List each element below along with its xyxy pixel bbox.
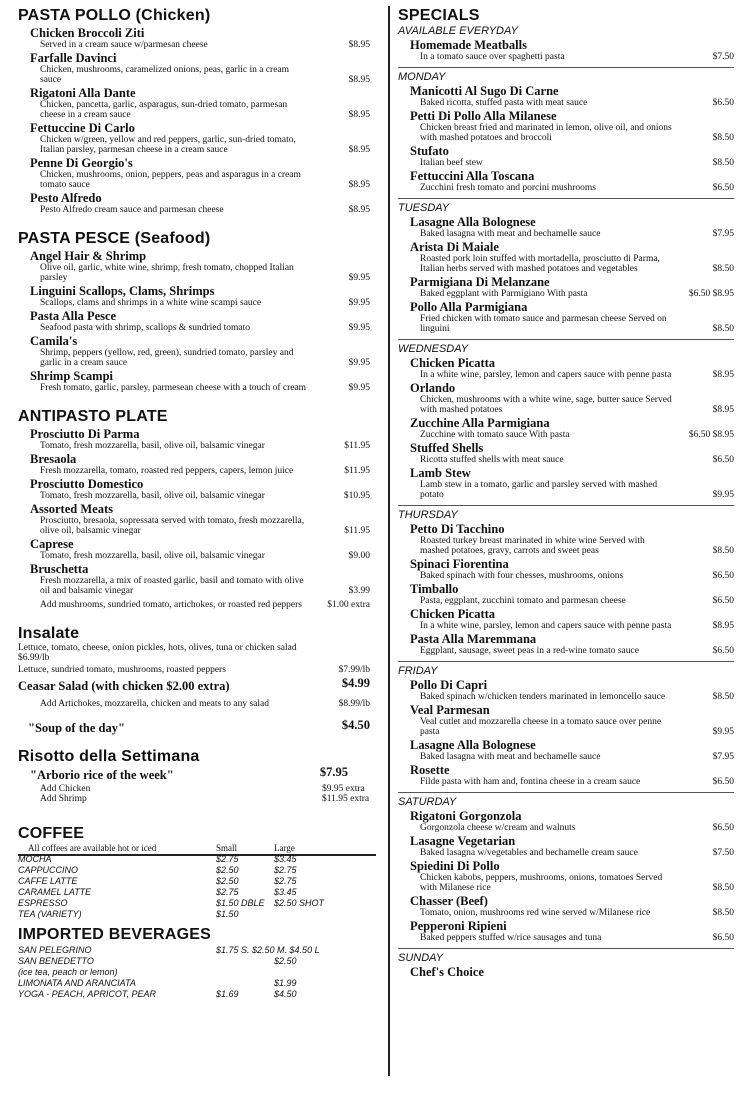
item-name: Angel Hair & Shrimp xyxy=(30,249,147,263)
item-description: Fresh mozzarella, a mix of roasted garlic, basil and tomato with olive oil and balsamic vinegar xyxy=(40,576,304,596)
menu-item xyxy=(410,467,734,500)
item-name: Pesto Alfredo xyxy=(30,191,102,205)
item-name: Pasta Alla Maremmana xyxy=(410,632,537,646)
item-description: Baked lasagna with meat and bechamelle sauce xyxy=(420,752,601,762)
menu-item xyxy=(30,87,370,120)
beverage-price-small: $1.69 xyxy=(216,989,239,999)
menu-item xyxy=(410,442,734,465)
item-description: Chicken, pancetta, garlic, asparagus, sun-dried tomato, parmesan cheese in a cream sauce xyxy=(40,100,288,120)
item-name: Lasagne Vegetarian xyxy=(410,834,516,848)
pasta-pollo-title: PASTA POLLO (Chicken) xyxy=(18,7,211,24)
beverage-name: CARAMEL LATTE xyxy=(18,887,92,897)
menu-item xyxy=(410,39,734,62)
menu-item xyxy=(410,85,734,108)
insalate-line2 xyxy=(18,665,370,675)
item-price: $11.95 xyxy=(344,526,370,536)
item-price: $8.50 xyxy=(712,324,734,334)
menu-item xyxy=(410,920,734,943)
antipasto-addon-price: $1.00 extra xyxy=(327,600,370,610)
item-name: Spiedini Di Pollo xyxy=(410,859,500,873)
beverage-row xyxy=(18,898,370,908)
item-description: Filde pasta with ham and, fontina cheese in a cream sauce xyxy=(420,777,641,787)
item-name: Chasser (Beef) xyxy=(410,894,488,908)
item-description: Lamb stew in a tomato, garlic and parsley served with mashed potato xyxy=(420,480,658,500)
day-items xyxy=(398,679,734,787)
beverage-price-small: $2.75 xyxy=(216,854,239,864)
beverage-price-small: $2.50 xyxy=(216,865,239,875)
beverages-title: IMPORTED BEVERAGES xyxy=(18,926,211,943)
menu-item xyxy=(410,704,734,737)
beverage-name: SAN PELEGRINO xyxy=(18,945,92,955)
item-name: Fettuccine Di Carlo xyxy=(30,121,135,135)
item-price: $8.95 xyxy=(712,370,734,380)
menu-item xyxy=(410,860,734,893)
item-name: Petto Di Tacchino xyxy=(410,522,505,536)
item-price: $9.95 xyxy=(348,323,370,333)
menu-item xyxy=(410,523,734,556)
item-price: $7.50 xyxy=(712,52,734,62)
menu-item xyxy=(410,170,734,193)
risotto-name: "Arborio rice of the week" xyxy=(30,768,174,782)
item-price: $6.50 xyxy=(712,98,734,108)
item-price: $9.95 xyxy=(712,490,734,500)
menu-item xyxy=(410,276,734,299)
beverage-row xyxy=(18,909,370,919)
menu-item xyxy=(410,241,734,274)
column-divider xyxy=(388,6,390,1076)
item-price: $6.50 xyxy=(712,183,734,193)
insalate-line1 xyxy=(18,643,318,663)
item-description: Tomato, onion, mushrooms red wine served w/Milanese rice xyxy=(420,908,651,918)
item-name: Penne Di Georgio's xyxy=(30,156,133,170)
menu-item xyxy=(410,558,734,581)
item-description: Baked ricotta, stuffed pasta with meat sauce xyxy=(420,98,588,108)
item-name: Petti Di Pollo Alla Milanese xyxy=(410,109,557,123)
menu-item xyxy=(410,810,734,833)
item-name: Veal Parmesan xyxy=(410,703,490,717)
item-description: Fresh mozzarella, tomato, roasted red peppers, capers, lemon juice xyxy=(40,466,294,476)
item-description: In a white wine, parsley, lemon and capers sauce with penne pasta xyxy=(420,370,672,380)
day-label: TUESDAY xyxy=(398,198,734,214)
pasta-pollo-list xyxy=(18,27,370,215)
item-description: Eggplant, sausage, sweet peas in a red-wine tomato sauce xyxy=(420,646,639,656)
beverage-name: ESPRESSO xyxy=(18,898,68,908)
menu-item xyxy=(30,157,370,190)
menu-item xyxy=(410,145,734,168)
item-description: Fried chicken with tomato sauce and parmesan cheese Served on linguini xyxy=(420,314,667,334)
menu-item xyxy=(30,285,370,308)
beverage-row xyxy=(18,854,370,864)
item-name: Lasagne Alla Bolognese xyxy=(410,215,536,229)
item-price: $6.50 xyxy=(712,571,734,581)
item-price: $7.95 xyxy=(712,752,734,762)
item-description: Fresh tomato, garlic, parsley, parmesean cheese with a touch of cream xyxy=(40,383,307,393)
item-description: Chicken w/green, yellow and red peppers, garlic, sun-dried tomato, Italian parsley, parmesan cheese in a cream sauce xyxy=(40,135,296,155)
item-price: $8.50 xyxy=(712,264,734,274)
item-price: $3.99 xyxy=(348,586,370,596)
beverage-row xyxy=(18,978,370,988)
item-name: Manicotti Al Sugo Di Carne xyxy=(410,84,559,98)
item-price: $6.50 xyxy=(712,933,734,943)
menu-item xyxy=(410,835,734,858)
item-price: $8.95 xyxy=(348,75,370,85)
insalate-add xyxy=(40,699,370,709)
item-price: $7.95 xyxy=(712,229,734,239)
beverage-row xyxy=(18,887,370,897)
beverage-price-large: $2.50 xyxy=(274,956,297,966)
beverages-list xyxy=(18,945,370,999)
item-description: Zucchini fresh tomato and porcini mushrooms xyxy=(420,183,596,193)
item-description: Olive oil, garlic, white wine, shrimp, fresh tomato, chopped Italian parsley xyxy=(40,263,294,283)
item-price: $11.95 xyxy=(344,466,370,476)
menu-item xyxy=(30,503,370,536)
day-label: AVAILABLE EVERYDAY xyxy=(398,25,518,37)
menu-item xyxy=(30,52,370,85)
item-price: $9.95 xyxy=(712,727,734,737)
beverage-name: CAPPUCCINO xyxy=(18,865,79,875)
item-name: Bresaola xyxy=(30,452,77,466)
item-price: $6.50 xyxy=(712,596,734,606)
item-price: $8.95 xyxy=(712,621,734,631)
item-name: Lasagne Alla Bolognese xyxy=(410,738,536,752)
item-name: Rigatoni Gorgonzola xyxy=(410,809,522,823)
risotto-add2-price: $11.95 extra xyxy=(322,794,370,804)
menu-item xyxy=(30,335,370,368)
menu-item xyxy=(410,382,734,415)
item-description: Ricotta stuffed shells with meat sauce xyxy=(420,455,564,465)
beverage-price-large: $2.75 xyxy=(274,876,297,886)
risotto-add-chicken xyxy=(40,784,370,794)
menu-item xyxy=(410,608,734,631)
beverage-row xyxy=(18,989,370,999)
item-description: Veal cutlet and mozzarella cheese in a tomato sauce over penne pasta xyxy=(420,717,662,737)
item-description: Gorgonzola cheese w/cream and walnuts xyxy=(420,823,576,833)
item-name: Chef's Choice xyxy=(410,965,484,979)
menu-item xyxy=(30,563,370,596)
item-price: $6.50 xyxy=(712,455,734,465)
beverage-price-large: $4.50 xyxy=(274,989,297,999)
soup-price: $4.50 xyxy=(341,718,370,732)
item-price: $8.50 xyxy=(712,158,734,168)
item-description: Pasta, eggplant, zucchini tomato and parmesan cheese xyxy=(420,596,626,606)
insalate-line1-text: Lettuce, tomato, cheese, onion pickles, hots, olives, tuna or chicken salad xyxy=(18,643,297,653)
beverage-price-small: $1.75 S. $2.50 M. $4.50 L xyxy=(216,945,320,955)
item-name: Zucchine Alla Parmigiana xyxy=(410,416,550,430)
item-price: $9.00 xyxy=(348,551,370,561)
item-description: In a white wine, parsley, lemon and capers sauce with penne pasta xyxy=(420,621,672,631)
item-description: Zucchine with tomato sauce With pasta xyxy=(420,430,570,440)
soup-name: "Soup of the day" xyxy=(28,721,125,735)
day-label: SUNDAY xyxy=(398,948,734,964)
pasta-pesce-list xyxy=(18,250,370,393)
item-price: $9.95 xyxy=(348,298,370,308)
beverage-price-large: $2.50 SHOT xyxy=(274,898,325,908)
beverage-row xyxy=(18,865,370,875)
item-name: Chicken Picatta xyxy=(410,356,496,370)
beverage-name: (ice tea, peach or lemon) xyxy=(18,967,118,977)
item-description: Tomato, fresh mozzarella, basil, olive oil, balsamic vinegar xyxy=(40,441,265,451)
item-name: Assorted Meats xyxy=(30,502,113,516)
caesar-salad xyxy=(18,677,370,695)
day-items xyxy=(398,523,734,656)
menu-item xyxy=(410,966,734,979)
beverage-price-large: $3.45 xyxy=(274,854,297,864)
item-description: Baked lasagna with meat and bechamelle sauce xyxy=(420,229,601,239)
right-column xyxy=(398,6,734,979)
menu-item xyxy=(410,583,734,606)
risotto-add1-price: $9.95 extra xyxy=(322,784,365,794)
insalate-add-text: Add Artichokes, mozzarella, chicken and meats to any salad xyxy=(40,699,269,709)
beverage-row xyxy=(18,956,370,966)
item-description: Baked spinach w/chicken tenders marinated in lemoncello sauce xyxy=(420,692,666,702)
item-description: Chicken, mushrooms with a white wine, sage, butter sauce Served with mashed potatoes xyxy=(420,395,672,415)
item-price: $11.95 xyxy=(344,441,370,451)
coffee-header xyxy=(28,843,370,853)
menu-item xyxy=(30,478,370,501)
item-price: $8.95 xyxy=(712,405,734,415)
beverage-name: LIMONATA AND ARANCIATA xyxy=(18,978,136,988)
beverage-price-large: $2.75 xyxy=(274,865,297,875)
menu-item xyxy=(30,428,370,451)
menu-item xyxy=(30,192,370,215)
item-price: $9.95 xyxy=(348,358,370,368)
item-price: $8.50 xyxy=(712,883,734,893)
menu-item xyxy=(30,453,370,476)
item-price: $6.50 $8.95 xyxy=(688,289,734,299)
item-description: Scallops, clams and shrimps in a white wine scampi sauce xyxy=(40,298,262,308)
day-items xyxy=(398,810,734,943)
item-description: Pesto Alfredo cream sauce and parmesan cheese xyxy=(40,205,224,215)
beverage-row xyxy=(18,945,370,955)
day-items xyxy=(398,39,734,62)
insalate-line1-price: $6.99/lb xyxy=(18,653,50,663)
item-name: Homemade Meatballs xyxy=(410,38,527,52)
item-name: Stuffed Shells xyxy=(410,441,484,455)
item-description: Baked eggplant with Parmigiano With pasta xyxy=(420,289,588,299)
item-description: Tomato, fresh mozzarella, basil, olive oil, balsamic vinegar xyxy=(40,551,265,561)
beverage-row xyxy=(18,876,370,886)
item-name: Timballo xyxy=(410,582,459,596)
insalate-title: Insalate xyxy=(18,625,80,642)
item-price: $6.50 $8.95 xyxy=(688,430,734,440)
beverage-row xyxy=(18,967,370,977)
menu-item xyxy=(410,739,734,762)
item-price: $8.95 xyxy=(348,180,370,190)
item-price: $8.50 xyxy=(712,908,734,918)
risotto-price: $7.95 xyxy=(319,765,348,779)
item-description: Shrimp, peppers (yellow, red, green), sundried tomato, parsley and garlic in a cream sauce xyxy=(40,348,294,368)
beverage-name: MOCHA xyxy=(18,854,52,864)
antipasto-title: ANTIPASTO PLATE xyxy=(18,408,168,425)
item-description: Chicken, mushrooms, caramelized onions, peas, garlic in a cream sauce xyxy=(40,65,290,85)
menu-item xyxy=(30,310,370,333)
antipasto-addon-text: Add mushrooms, sundried tomato, artichokes, or roasted red peppers xyxy=(40,600,302,610)
menu-item xyxy=(410,216,734,239)
coffee-note: All coffees are available hot or iced xyxy=(28,843,157,853)
item-description: Baked lasagna w/vegetables and bechamelle cream sauce xyxy=(420,848,638,858)
item-name: Pollo Alla Parmigiana xyxy=(410,300,528,314)
item-price: $8.95 xyxy=(348,205,370,215)
item-description: Roasted turkey breast marinated in white wine Served with mashed potatoes, gravy, carrots and sweet peas xyxy=(420,536,645,556)
item-price: $6.50 xyxy=(712,646,734,656)
coffee-title: COFFEE xyxy=(18,825,85,842)
menu-item xyxy=(410,633,734,656)
specials-list xyxy=(398,25,734,979)
menu-item xyxy=(410,301,734,334)
item-name: Bruschetta xyxy=(30,562,89,576)
soup-of-the-day xyxy=(28,719,370,737)
day-label: WEDNESDAY xyxy=(398,339,734,355)
item-description: Chicken breast fried and marinated in lemon, olive oil, and onions with mashed potatoes and broccoli xyxy=(420,123,672,143)
item-name: Prosciutto Di Parma xyxy=(30,427,140,441)
menu-item xyxy=(30,250,370,283)
insalate-add-price: $8.99/lb xyxy=(338,699,370,709)
menu-item xyxy=(30,122,370,155)
pasta-pesce-title: PASTA PESCE (Seafood) xyxy=(18,230,211,247)
item-name: Prosciutto Domestico xyxy=(30,477,144,491)
item-name: Pepperoni Ripieni xyxy=(410,919,507,933)
item-name: Camila's xyxy=(30,334,78,348)
item-name: Arista Di Maiale xyxy=(410,240,499,254)
beverage-price-small: $1.50 xyxy=(216,909,239,919)
beverage-name: CAFFE LATTE xyxy=(18,876,78,886)
risotto-add1: Add Chicken xyxy=(40,784,91,794)
item-name: Pasta Alla Pesce xyxy=(30,309,117,323)
caesar-salad-price: $4.99 xyxy=(341,676,370,690)
insalate-line2-price: $7.99/lb xyxy=(338,665,370,675)
item-name: Farfalle Davinci xyxy=(30,51,117,65)
beverage-name: SAN BENEDETTO xyxy=(18,956,94,966)
menu-item xyxy=(410,895,734,918)
item-price: $7.50 xyxy=(712,848,734,858)
item-price: $9.95 xyxy=(348,273,370,283)
item-name: Chicken Broccoli Ziti xyxy=(30,26,145,40)
antipasto-addon xyxy=(30,600,370,610)
item-name: Pollo Di Capri xyxy=(410,678,488,692)
menu-item xyxy=(30,538,370,561)
beverage-price-large: $3.45 xyxy=(274,887,297,897)
menu-item xyxy=(410,764,734,787)
item-description: Baked spinach with four chesses, mushrooms, onions xyxy=(420,571,624,581)
item-name: Fettuccini Alla Toscana xyxy=(410,169,535,183)
antipasto-list xyxy=(18,428,370,596)
menu-item xyxy=(410,679,734,702)
day-items xyxy=(398,85,734,193)
insalate-line2-text: Lettuce, sundried tomato, mushrooms, roasted peppers xyxy=(18,665,226,675)
day-label: MONDAY xyxy=(398,67,734,83)
caesar-salad-name: Ceasar Salad (with chicken $2.00 extra) xyxy=(18,679,230,693)
coffee-col-large: Large xyxy=(274,843,295,853)
item-price: $8.50 xyxy=(712,692,734,702)
day-label: SATURDAY xyxy=(398,792,734,808)
day-items xyxy=(398,216,734,334)
item-price: $8.95 xyxy=(348,145,370,155)
coffee-col-small: Small xyxy=(216,843,238,853)
item-price: $6.50 xyxy=(712,823,734,833)
item-price: $8.50 xyxy=(712,133,734,143)
day-label: THURSDAY xyxy=(398,505,734,521)
item-price: $6.50 xyxy=(712,777,734,787)
item-name: Shrimp Scampi xyxy=(30,369,114,383)
item-description: Chicken, mushrooms, onion, peppers, peas and asparagus in a cream tomato sauce xyxy=(40,170,301,190)
risotto-item xyxy=(30,766,370,784)
item-name: Spinaci Fiorentina xyxy=(410,557,509,571)
item-price: $8.95 xyxy=(348,110,370,120)
item-price: $8.95 xyxy=(348,40,370,50)
specials-title: SPECIALS xyxy=(398,7,480,24)
item-name: Lamb Stew xyxy=(410,466,471,480)
item-name: Parmigiana Di Melanzane xyxy=(410,275,550,289)
risotto-title: Risotto della Settimana xyxy=(18,748,200,765)
item-name: Caprese xyxy=(30,537,74,551)
item-description: Italian beef stew xyxy=(420,158,483,168)
coffee-list xyxy=(18,854,370,919)
item-name: Rigatoni Alla Dante xyxy=(30,86,136,100)
item-description: Seafood pasta with shrimp, scallops & sundried tomato xyxy=(40,323,251,333)
day-items xyxy=(398,966,734,979)
item-description: In a tomato sauce over spaghetti pasta xyxy=(420,52,565,62)
beverage-name: YOGA - PEACH, APRICOT, PEAR xyxy=(18,989,157,999)
risotto-add2: Add Shrimp xyxy=(40,794,87,804)
day-items xyxy=(398,357,734,500)
item-description: Chicken kabobs, peppers, mushrooms, onions, tomatoes Served with Milanese rice xyxy=(420,873,663,893)
beverage-price-small: $1.50 DBLE xyxy=(216,898,265,908)
item-name: Chicken Picatta xyxy=(410,607,496,621)
item-price: $10.95 xyxy=(343,491,370,501)
item-price: $8.50 xyxy=(712,546,734,556)
item-description: Roasted pork loin stuffed with mortadella, prosciutto di Parma, Italian herbs served with mashed potatoes and vegetables xyxy=(420,254,660,274)
menu-item xyxy=(410,110,734,143)
item-name: Linguini Scallops, Clams, Shrimps xyxy=(30,284,215,298)
item-description: Prosciutto, bresaola, sopressata served with tomato, fresh mozzarella, olive oil, balsamic vinegar xyxy=(40,516,305,536)
beverage-price-small: $2.75 xyxy=(216,887,239,897)
menu-item xyxy=(410,417,734,440)
item-name: Orlando xyxy=(410,381,456,395)
item-description: Baked peppers stuffed w/rice sausages and tuna xyxy=(420,933,602,943)
day-label: FRIDAY xyxy=(398,661,734,677)
menu-item xyxy=(30,27,370,50)
item-price: $9.95 xyxy=(348,383,370,393)
menu-item xyxy=(30,370,370,393)
menu-item xyxy=(410,357,734,380)
risotto-add-shrimp xyxy=(40,794,370,804)
beverage-price-large: $1.99 xyxy=(274,978,297,988)
item-description: Tomato, fresh mozzarella, basil, olive oil, balsamic vinegar xyxy=(40,491,265,501)
left-column xyxy=(18,6,370,999)
item-description: Served in a cream sauce w/parmesan cheese xyxy=(40,40,208,50)
item-name: Rosette xyxy=(410,763,450,777)
item-name: Stufato xyxy=(410,144,449,158)
beverage-name: TEA (VARIETY) xyxy=(18,909,82,919)
beverage-price-small: $2.50 xyxy=(216,876,239,886)
